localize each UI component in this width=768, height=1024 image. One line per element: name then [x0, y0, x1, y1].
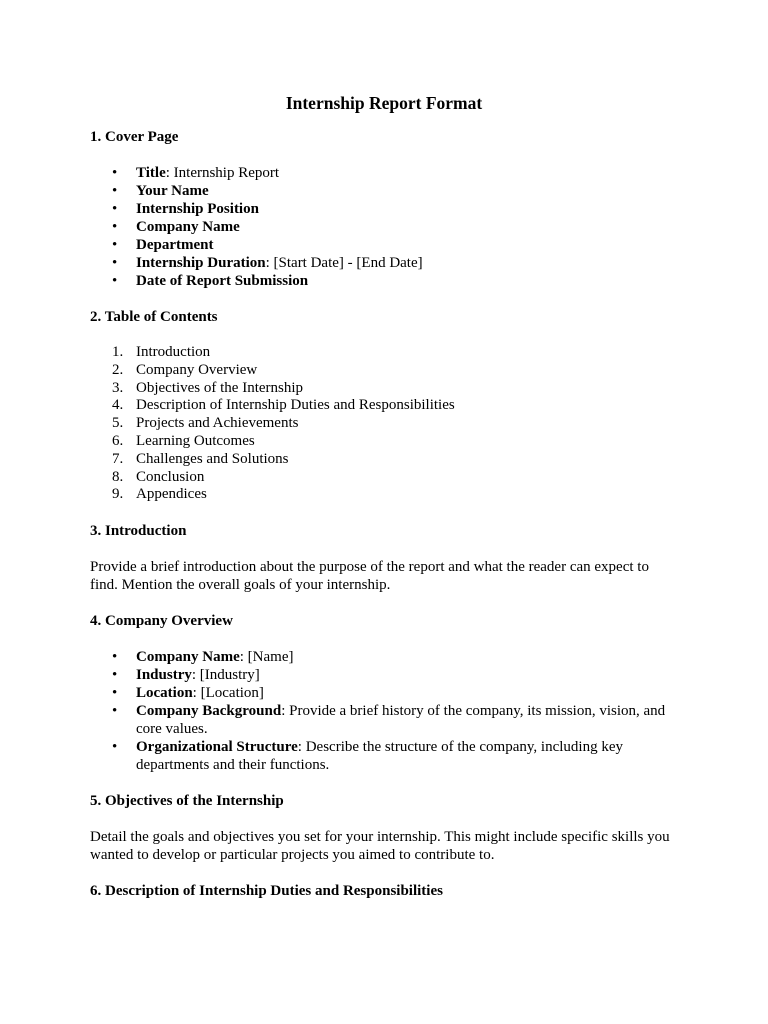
list-item [90, 164, 678, 182]
bullet-icon: • [112, 703, 118, 720]
list-item [90, 254, 678, 272]
item-label: Internship Position [136, 201, 259, 217]
item-label: Company Name [136, 649, 240, 666]
item-label: Date of Report Submission [136, 273, 309, 289]
item-label: Location [136, 685, 193, 702]
item-label: Company Name [136, 219, 240, 235]
section-heading-introduction: 3. Introduction [90, 523, 187, 540]
toc-item [90, 486, 678, 504]
toc-text: Projects and Achievements [136, 415, 299, 432]
toc-item [90, 415, 678, 433]
cover-page-list [90, 164, 678, 290]
bullet-icon: • [112, 183, 118, 199]
list-item [90, 702, 678, 738]
item-text-continued: core values. [136, 721, 208, 738]
list-item [90, 648, 678, 666]
section-heading-duties: 6. Description of Internship Duties and Responsibilities [90, 882, 443, 899]
item-text: : [Start Date] - [End Date] [265, 255, 423, 271]
item-label: Title [136, 165, 166, 181]
bullet-icon: • [112, 685, 118, 702]
list-item [90, 236, 678, 254]
toc-text: Company Overview [136, 361, 258, 378]
item-text: : [Name] [239, 649, 294, 666]
list-item [90, 200, 678, 218]
toc-number: 4. [112, 397, 124, 414]
toc-number: 8. [112, 468, 124, 485]
item-label: Organizational Structure [136, 739, 298, 756]
toc-number: 7. [112, 450, 124, 467]
toc-item [90, 344, 678, 362]
toc-text: Conclusion [136, 468, 205, 485]
toc-item [90, 362, 678, 380]
document-title: Internship Report Format [285, 93, 483, 113]
company-overview-list [90, 648, 678, 774]
bullet-icon: • [112, 667, 118, 684]
section-heading-objectives: 5. Objectives of the Internship [90, 792, 284, 809]
item-text: : Internship Report [165, 165, 280, 181]
list-item [90, 738, 678, 774]
bullet-icon: • [112, 255, 118, 271]
paragraph-line: find. Mention the overall goals of your internship. [90, 577, 391, 594]
toc-number: 1. [112, 344, 124, 360]
toc-text: Description of Internship Duties and Responsibilities [136, 397, 455, 414]
list-item [90, 684, 678, 702]
list-item [90, 218, 678, 236]
item-label: Industry [136, 667, 192, 684]
list-item [90, 272, 678, 290]
section-heading-company-overview: 4. Company Overview [90, 613, 233, 630]
bullet-icon: • [112, 649, 118, 666]
section-heading-cover-page: 1. Cover Page [90, 129, 179, 145]
toc-text: Appendices [136, 486, 207, 503]
toc-text: Learning Outcomes [136, 432, 255, 449]
bullet-icon: • [112, 237, 118, 253]
bullet-icon: • [112, 739, 118, 756]
toc-text: Challenges and Solutions [136, 450, 289, 467]
toc-item [90, 469, 678, 487]
paragraph-line: wanted to develop or particular projects you aimed to contribute to. [90, 846, 495, 863]
toc-item [90, 451, 678, 469]
toc-number: 2. [112, 361, 124, 378]
bullet-icon: • [112, 219, 118, 235]
bullet-icon: • [112, 273, 118, 289]
toc-text: Introduction [136, 344, 211, 360]
paragraph-line: Detail the goals and objectives you set for your internship. This might include specific skills you [90, 828, 670, 845]
item-text: : Provide a brief history of the company, its mission, vision, and [281, 703, 666, 720]
objectives-paragraph [90, 828, 678, 864]
item-label: Your Name [136, 183, 209, 199]
bullet-icon: • [112, 165, 118, 181]
toc-number: 6. [112, 432, 124, 449]
item-label: Department [136, 237, 214, 253]
toc-number: 5. [112, 415, 124, 432]
bullet-icon: • [112, 201, 118, 217]
toc-item [90, 397, 678, 415]
toc-number: 9. [112, 486, 124, 503]
introduction-paragraph [90, 558, 678, 594]
list-item [90, 182, 678, 200]
toc-item [90, 380, 678, 398]
item-label: Internship Duration [136, 255, 266, 271]
toc-number: 3. [112, 379, 124, 396]
item-text-continued: departments and their functions. [136, 757, 330, 774]
toc-item [90, 433, 678, 451]
section-heading-table-of-contents: 2. Table of Contents [90, 309, 218, 325]
paragraph-line: Provide a brief introduction about the purpose of the report and what the reader can expect to [90, 559, 649, 576]
item-text: : [Location] [192, 685, 264, 702]
item-text: : [Industry] [191, 667, 260, 684]
item-text: : Describe the structure of the company, including key [297, 739, 623, 756]
table-of-contents-list [90, 344, 678, 504]
item-label: Company Background [136, 703, 282, 720]
list-item [90, 666, 678, 684]
toc-text: Objectives of the Internship [136, 379, 304, 396]
